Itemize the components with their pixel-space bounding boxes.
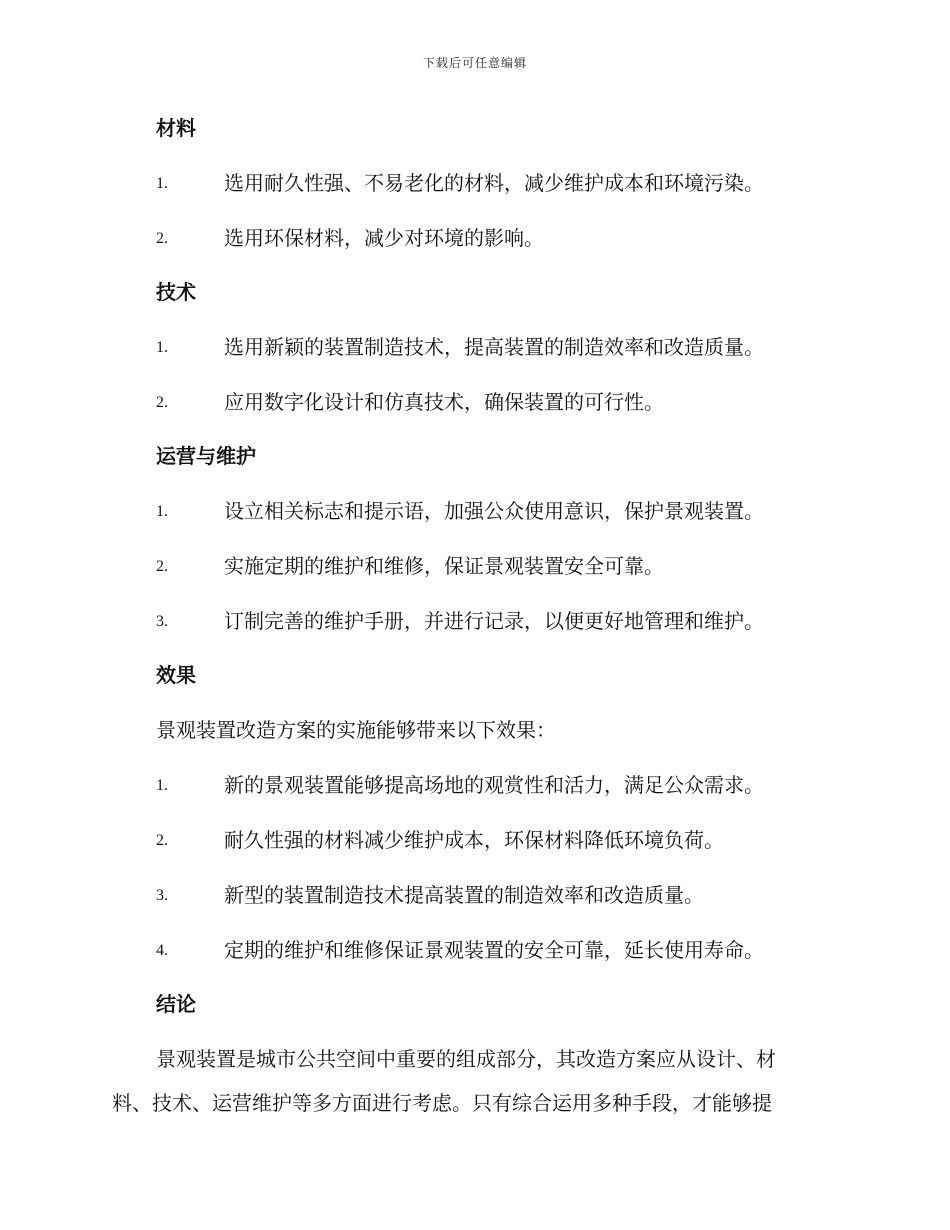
list-item-text: 新的景观装置能够提高场地的观赏性和活力，满足公众需求。 [224,773,764,797]
list-item-number: 2. [156,558,168,575]
list-item-number: 1. [156,175,168,192]
section-heading-materials: 材料 [156,116,196,140]
conclusion-paragraph-line: 景观装置是城市公共空间中重要的组成部分，其改造方案应从设计、材 [156,1047,776,1071]
list-item-text: 选用耐久性强、不易老化的材料，减少维护成本和环境污染。 [224,171,764,195]
list-item-text: 选用环保材料，减少对环境的影响。 [224,226,544,250]
list-item-number: 1. [156,777,168,794]
section-heading-operations: 运营与维护 [156,444,256,468]
list-item-text: 实施定期的维护和维修，保证景观装置安全可靠。 [224,554,664,578]
list-item-text: 新型的装置制造技术提高装置的制造效率和改造质量。 [224,883,704,907]
list-item-text: 定期的维护和维修保证景观装置的安全可靠，延长使用寿命。 [224,938,764,962]
list-item-number: 3. [156,613,168,630]
section-heading-technology: 技术 [156,280,196,304]
list-item-text: 设立相关标志和提示语，加强公众使用意识，保护景观装置。 [224,499,764,523]
list-item-number: 1. [156,503,168,520]
conclusion-paragraph-line: 料、技术、运营维护等多方面进行考虑。只有综合运用多种手段，才能够提 [112,1091,772,1115]
list-item-number: 2. [156,832,168,849]
list-item-text: 选用新颖的装置制造技术，提高装置的制造效率和改造质量。 [224,335,764,359]
page-header-note: 下载后可任意编辑 [422,56,527,70]
list-item-text: 应用数字化设计和仿真技术，确保装置的可行性。 [224,390,664,414]
section-heading-effects: 效果 [156,663,196,687]
section-heading-conclusion: 结论 [156,992,196,1016]
list-item-number: 3. [156,887,168,904]
list-item-number: 2. [156,394,168,411]
list-item-number: 4. [156,942,168,959]
effects-intro-paragraph: 景观装置改造方案的实施能够带来以下效果： [156,718,556,742]
list-item-text: 订制完善的维护手册，并进行记录，以便更好地管理和维护。 [224,609,764,633]
list-item-number: 1. [156,339,168,356]
list-item-text: 耐久性强的材料减少维护成本，环保材料降低环境负荷。 [224,828,724,852]
list-item-number: 2. [156,230,168,247]
